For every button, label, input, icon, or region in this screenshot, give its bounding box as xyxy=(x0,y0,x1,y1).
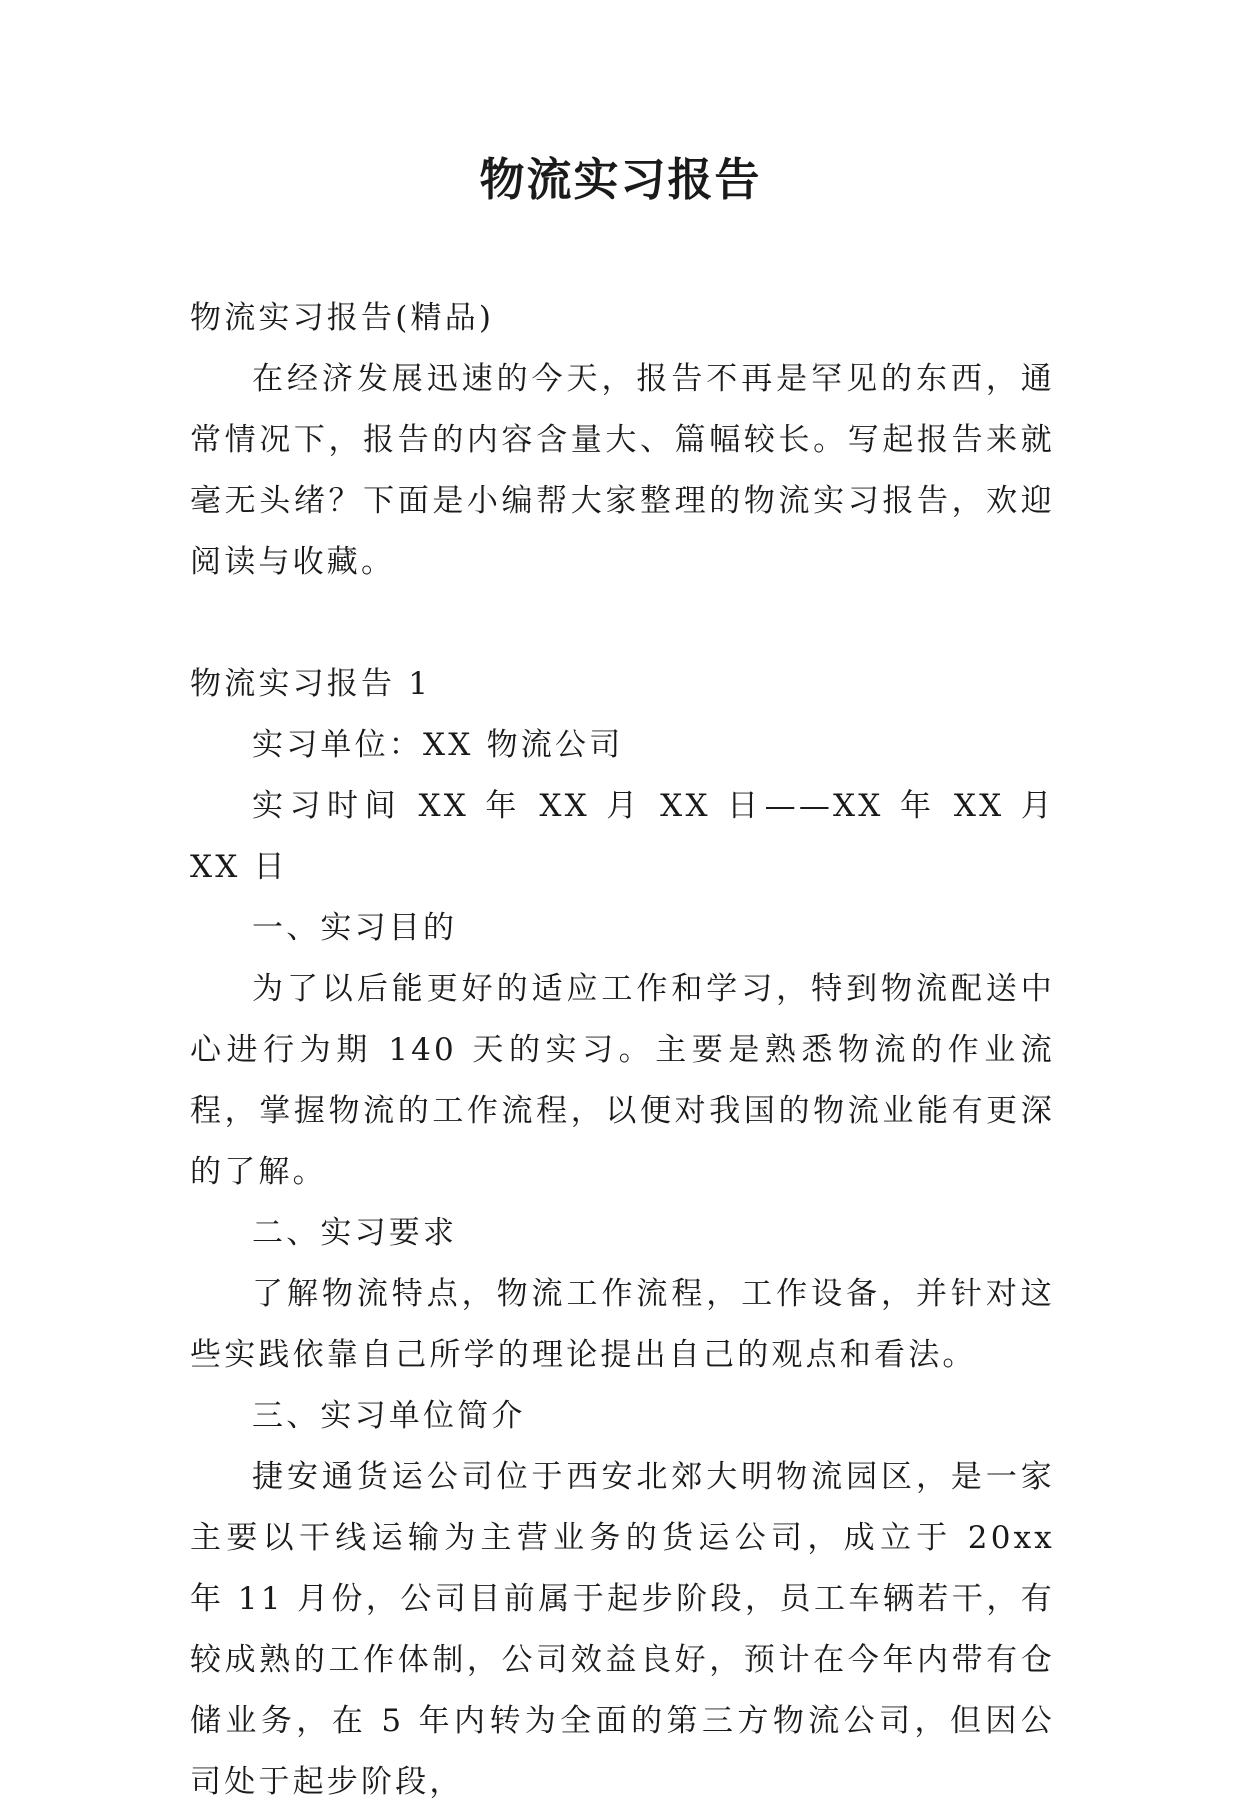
paragraph-gap xyxy=(190,593,1055,654)
document-body xyxy=(190,288,1055,1813)
section-heading: 物流实习报告 1 xyxy=(190,666,432,702)
internship-time: 实习时间 XX 年 XX 月 XX 日——XX 年 XX 月 XX 日 xyxy=(190,788,1055,885)
requirements-paragraph: 了解物流特点，物流工作流程，工作设备，并针对这些实践依靠自己所学的理论提出自己的观点和看法。 xyxy=(190,1276,1055,1373)
document-subtitle: 物流实习报告(精品) xyxy=(190,300,495,336)
heading-purpose: 一、实习目的 xyxy=(252,910,458,946)
intro-paragraph: 在经济发展迅速的今天，报告不再是罕见的东西，通常情况下，报告的内容含量大、篇幅较长。写起报告来就毫无头绪？下面是小编帮大家整理的物流实习报告，欢迎阅读与收藏。 xyxy=(190,361,1055,580)
purpose-paragraph: 为了以后能更好的适应工作和学习，特到物流配送中心进行为期 140 天的实习。主要是熟悉物流的作业流程，掌握物流的工作流程，以便对我国的物流业能有更深的了解。 xyxy=(190,971,1055,1190)
document-title: 物流实习报告 xyxy=(479,153,762,206)
company-intro-paragraph: 捷安通货运公司位于西安北郊大明物流园区，是一家主要以干线运输为主营业务的货运公司，成立于 20xx 年 11 月份，公司目前属于起步阶段，员工车辆若干，有较成熟的工作体制，公司效益良好，预计在今年内带有仓储业务，在 5 年内转为全面的第三方物流公司，但因公司处于起步阶段， xyxy=(190,1459,1055,1800)
heading-requirements: 二、实习要求 xyxy=(252,1215,458,1251)
internship-unit: 实习单位：XX 物流公司 xyxy=(252,727,624,763)
heading-company-intro: 三、实习单位简介 xyxy=(252,1398,526,1434)
